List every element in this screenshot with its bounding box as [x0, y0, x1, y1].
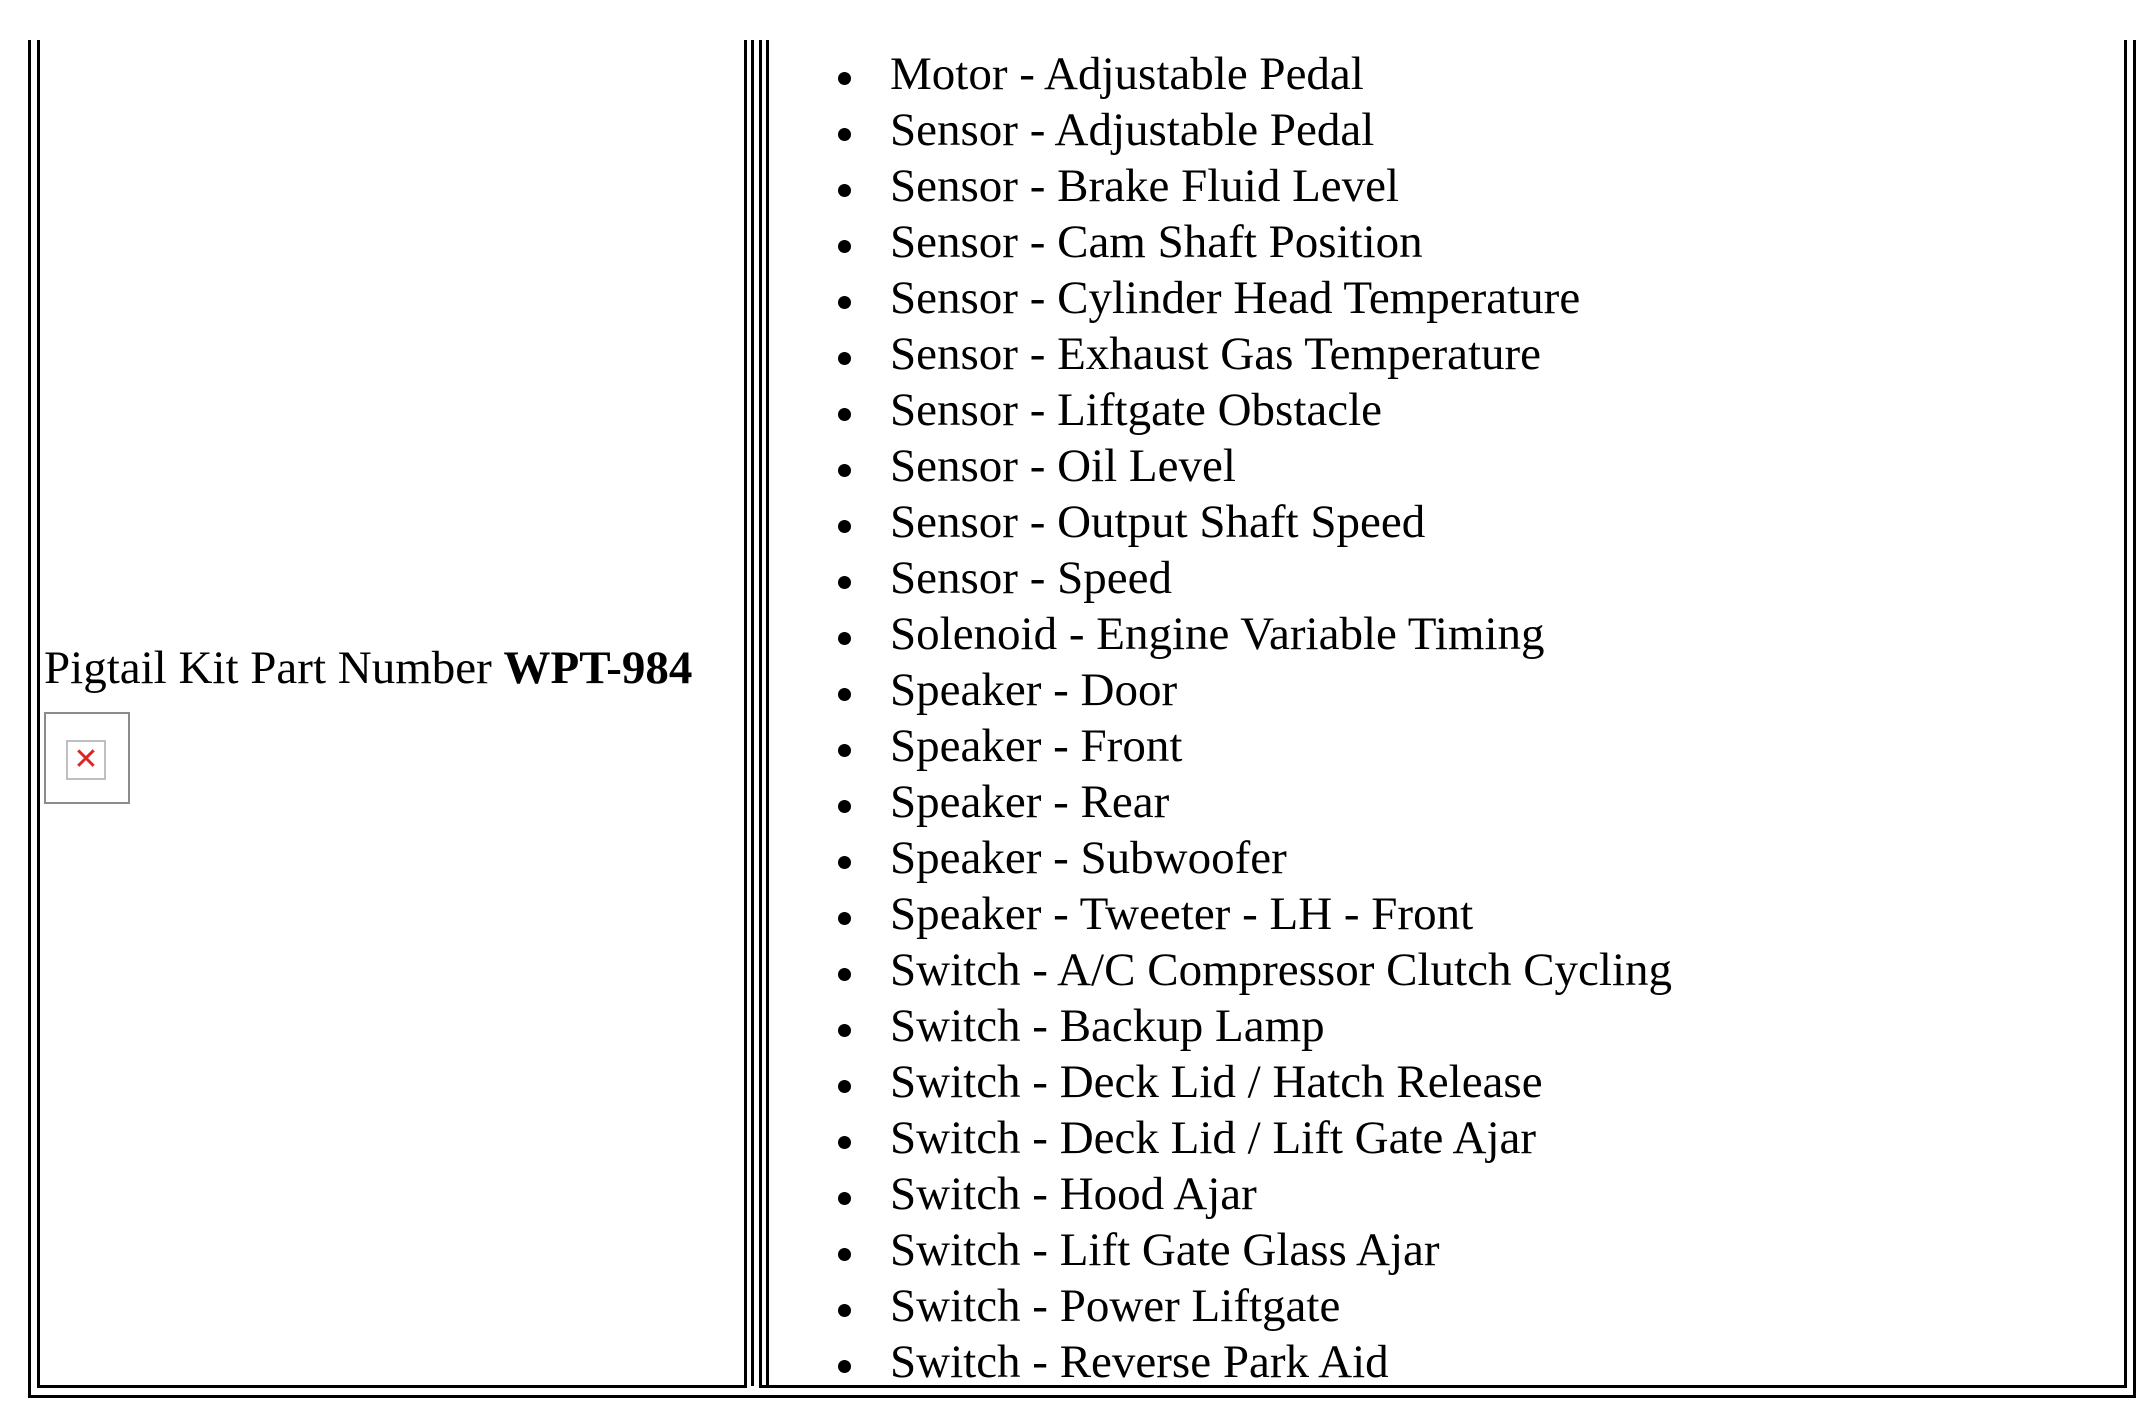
list-item [838, 1054, 1672, 1110]
bullet-icon [838, 744, 851, 757]
list-item-label: Sensor - Cylinder Head Temperature [890, 272, 1581, 324]
list-item [838, 662, 1672, 718]
list-item [838, 1334, 1672, 1390]
list-item [838, 606, 1672, 662]
bullet-icon [838, 800, 851, 813]
bullet-icon [838, 464, 851, 477]
bullet-icon [838, 520, 851, 533]
close-icon: ✕ [66, 740, 106, 780]
list-item-label: Solenoid - Engine Variable Timing [890, 608, 1545, 660]
bullet-icon [838, 1136, 851, 1149]
bullet-icon [838, 1304, 851, 1317]
list-item [838, 494, 1672, 550]
list-item-label: Switch - Power Liftgate [890, 1280, 1341, 1332]
cell-divider [751, 40, 754, 1386]
bullet-icon [838, 912, 851, 925]
table-border-right [2133, 40, 2136, 1398]
cell-divider [744, 40, 747, 1386]
bullet-icon [838, 1080, 851, 1093]
list-item-label: Switch - Backup Lamp [890, 1000, 1325, 1052]
list-item [838, 774, 1672, 830]
list-item-label: Sensor - Brake Fluid Level [890, 160, 1400, 212]
list-item-label: Sensor - Liftgate Obstacle [890, 384, 1383, 436]
list-item [838, 158, 1672, 214]
pigtail-kit-label [44, 640, 744, 696]
table-border-left [28, 40, 31, 1398]
list-item-label: Sensor - Cam Shaft Position [890, 216, 1423, 268]
list-item [838, 1166, 1672, 1222]
pigtail-kit-cell [44, 640, 744, 804]
list-item-label: Motor - Adjustable Pedal [890, 48, 1364, 100]
list-item [838, 382, 1672, 438]
bullet-icon [838, 576, 851, 589]
list-item-label: Speaker - Front [890, 720, 1183, 772]
table-border-left-inner [37, 40, 40, 1386]
bullet-icon [838, 184, 851, 197]
list-item [838, 830, 1672, 886]
list-item-label: Switch - Reverse Park Aid [890, 1336, 1389, 1388]
list-item-label: Switch - Deck Lid / Lift Gate Ajar [890, 1112, 1537, 1164]
cell-border-bottom-left [37, 1385, 747, 1388]
bullet-icon [838, 1192, 851, 1205]
kit-label-prefix: Pigtail Kit Part Number [44, 642, 504, 694]
table-border-right-inner [2124, 40, 2127, 1386]
list-item [838, 550, 1672, 606]
bullet-icon [838, 128, 851, 141]
list-item-label: Speaker - Door [890, 664, 1178, 716]
bullet-icon [838, 632, 851, 645]
broken-image-icon[interactable] [44, 712, 130, 804]
list-item [838, 438, 1672, 494]
bullet-icon [838, 968, 851, 981]
bullet-icon [838, 408, 851, 421]
list-item-label: Sensor - Oil Level [890, 440, 1236, 492]
bullet-icon [838, 352, 851, 365]
list-item [838, 102, 1672, 158]
list-item [838, 998, 1672, 1054]
list-item-label: Sensor - Exhaust Gas Temperature [890, 328, 1542, 380]
cell-divider [766, 40, 769, 1386]
list-item [838, 1278, 1672, 1334]
list-item-label: Speaker - Rear [890, 776, 1170, 828]
list-item-label: Switch - A/C Compressor Clutch Cycling [890, 944, 1673, 996]
bullet-icon [838, 72, 851, 85]
list-item-label: Sensor - Adjustable Pedal [890, 104, 1375, 156]
list-item [838, 1110, 1672, 1166]
list-item [838, 270, 1672, 326]
bullet-icon [838, 688, 851, 701]
bullet-icon [838, 1360, 851, 1373]
component-list [838, 46, 1672, 1390]
list-item [838, 214, 1672, 270]
list-item [838, 886, 1672, 942]
list-item [838, 718, 1672, 774]
list-item [838, 1222, 1672, 1278]
table-border-bottom [28, 1395, 2136, 1398]
bullet-icon [838, 240, 851, 253]
list-item [838, 46, 1672, 102]
part-number: WPT-984 [503, 642, 693, 694]
bullet-icon [838, 1248, 851, 1261]
cell-divider [759, 40, 762, 1386]
list-item-label: Switch - Hood Ajar [890, 1168, 1257, 1220]
list-item-label: Speaker - Subwoofer [890, 832, 1287, 884]
bullet-icon [838, 1024, 851, 1037]
list-item-label: Sensor - Output Shaft Speed [890, 496, 1426, 548]
list-item-label: Switch - Deck Lid / Hatch Release [890, 1056, 1543, 1108]
list-item-label: Speaker - Tweeter - LH - Front [890, 888, 1474, 940]
bullet-icon [838, 296, 851, 309]
list-item [838, 326, 1672, 382]
list-item-label: Switch - Lift Gate Glass Ajar [890, 1224, 1440, 1276]
list-item [838, 942, 1672, 998]
bullet-icon [838, 856, 851, 869]
list-item-label: Sensor - Speed [890, 552, 1172, 604]
